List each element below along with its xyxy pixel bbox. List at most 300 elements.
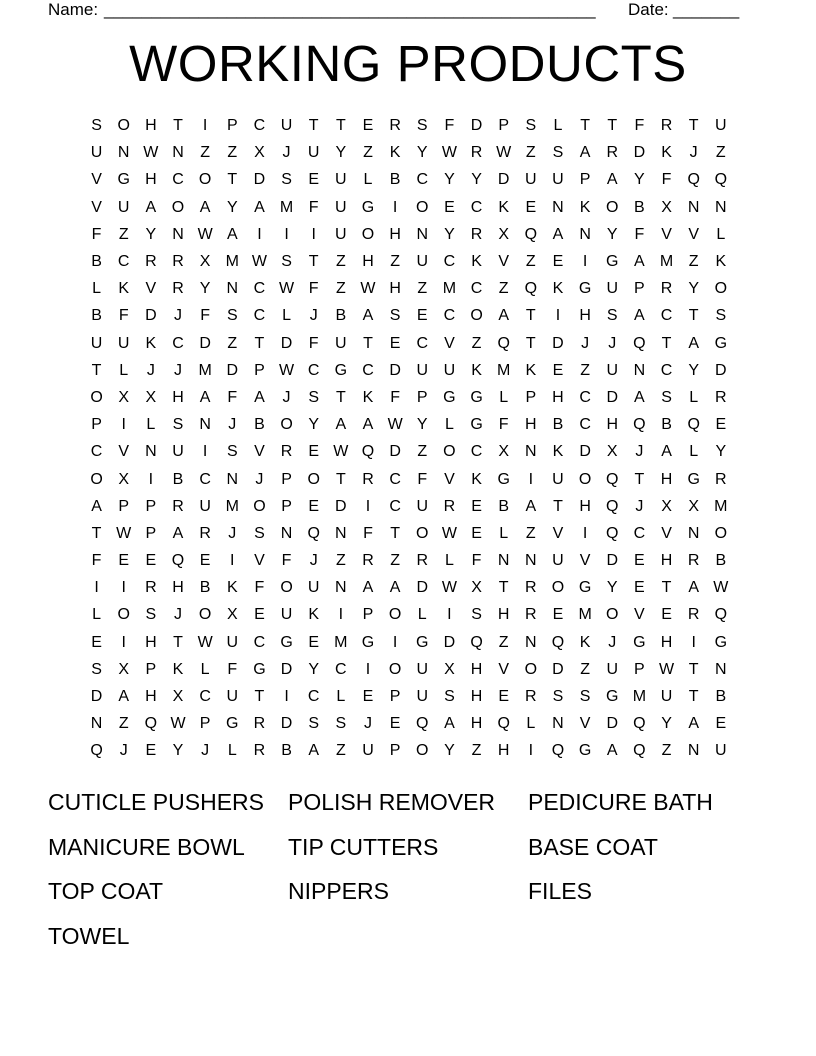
grid-cell: F xyxy=(661,171,672,189)
grid-cell: M xyxy=(442,280,457,298)
grid-cell: X xyxy=(444,660,455,678)
grid-cell: F xyxy=(91,552,102,570)
grid-cell: Q xyxy=(551,633,565,651)
grid-cell: Z xyxy=(525,144,536,162)
grid-cell: W xyxy=(143,144,159,162)
grid-row xyxy=(83,275,735,302)
grid-cell: O xyxy=(280,579,293,597)
grid-cell: G xyxy=(578,742,592,760)
grid-cell: S xyxy=(226,443,238,461)
grid-cell: K xyxy=(362,388,374,406)
grid-cell: G xyxy=(416,633,429,651)
grid-cell: T xyxy=(227,171,238,189)
grid-cell: V xyxy=(254,443,265,461)
grid-cell: E xyxy=(308,633,320,651)
grid-cell: P xyxy=(634,660,645,678)
grid-cell: R xyxy=(715,388,727,406)
grid-cell: R xyxy=(470,225,483,243)
grid-cell: U xyxy=(416,660,429,678)
grid-cell: S xyxy=(145,606,157,624)
grid-cell: R xyxy=(172,280,184,298)
grid-cell: Q xyxy=(606,497,619,515)
grid-cell: T xyxy=(173,633,183,651)
grid-cell: A xyxy=(199,388,211,406)
grid-cell: I xyxy=(365,660,371,678)
grid-cell: W xyxy=(170,715,186,733)
grid-cell: D xyxy=(606,388,619,406)
grid-cell: U xyxy=(280,117,293,135)
grid-cell: U xyxy=(172,443,184,461)
word-item: PEDICURE BATH xyxy=(528,789,713,816)
grid-cell: E xyxy=(634,579,645,597)
grid-cell: G xyxy=(606,253,619,271)
grid-cell: H xyxy=(145,117,157,135)
date-label: Date: xyxy=(628,0,669,19)
grid-cell: H xyxy=(389,280,401,298)
grid-cell: P xyxy=(145,497,157,515)
page-title: WORKING PRODUCTS xyxy=(129,35,687,92)
grid-cell: R xyxy=(280,443,293,461)
word-row xyxy=(48,914,768,959)
grid-cell: U xyxy=(660,688,673,706)
grid-cell: A xyxy=(634,388,645,406)
grid-cell: M xyxy=(198,361,212,379)
grid-cell: H xyxy=(470,688,483,706)
grid-cell: Z xyxy=(118,225,129,243)
grid-cell: C xyxy=(633,524,646,542)
grid-cell: O xyxy=(470,307,483,325)
grid-cell: C xyxy=(470,280,483,298)
grid-cell: O xyxy=(280,416,293,434)
word-item: NIPPERS xyxy=(288,878,389,905)
grid-cell: J xyxy=(635,497,644,515)
grid-cell: O xyxy=(416,198,429,216)
grid-cell: O xyxy=(388,606,402,624)
grid-cell: P xyxy=(579,171,591,189)
grid-cell: P xyxy=(118,497,130,515)
grid-cell: I xyxy=(94,579,99,597)
grid-cell: P xyxy=(91,416,102,434)
grid-cell: I xyxy=(311,225,316,243)
grid-cell: Z xyxy=(580,361,590,379)
grid-cell: T xyxy=(525,334,536,352)
header-row xyxy=(48,0,748,20)
grid-cell: H xyxy=(497,742,510,760)
grid-cell: V xyxy=(444,470,455,488)
grid-cell: L xyxy=(553,117,563,135)
grid-cell: I xyxy=(365,497,371,515)
word-row xyxy=(48,869,768,914)
grid-row xyxy=(83,166,735,193)
grid-cell: O xyxy=(90,470,103,488)
grid-cell: T xyxy=(525,307,536,325)
grid-cell: D xyxy=(606,715,619,733)
grid-cell: L xyxy=(444,416,454,434)
grid-cell: R xyxy=(715,470,727,488)
grid-cell: G xyxy=(687,470,700,488)
grid-cell: J xyxy=(309,307,318,325)
grid-cell: Y xyxy=(444,171,455,189)
grid-cell: D xyxy=(715,361,727,379)
grid-cell: A xyxy=(91,497,102,515)
grid-cell: O xyxy=(416,524,429,542)
grid-cell: E xyxy=(634,552,645,570)
grid-cell: Y xyxy=(606,225,618,243)
grid-cell: F xyxy=(281,552,292,570)
grid-cell: D xyxy=(199,334,211,352)
grid-cell: C xyxy=(389,470,401,488)
grid-cell: E xyxy=(254,606,265,624)
grid-cell: X xyxy=(498,443,510,461)
grid-cell: N xyxy=(579,225,591,243)
name-field-line: ____________________________________________________ xyxy=(104,0,596,19)
grid-cell: C xyxy=(253,633,266,651)
grid-cell: G xyxy=(253,660,266,678)
grid-cell: Q xyxy=(633,334,646,352)
grid-cell: L xyxy=(92,280,102,298)
grid-cell: Y xyxy=(444,225,455,243)
grid-cell: E xyxy=(525,198,537,216)
grid-cell: Z xyxy=(417,443,428,461)
grid-cell: J xyxy=(201,742,210,760)
grid-cell: S xyxy=(416,117,428,135)
grid-cell: S xyxy=(172,416,184,434)
grid-cell: I xyxy=(582,253,588,271)
grid-cell: W xyxy=(251,253,267,271)
grid-cell: C xyxy=(335,660,347,678)
grid-cell: E xyxy=(389,334,401,352)
grid-cell: F xyxy=(444,117,455,135)
grid-cell: E xyxy=(389,715,401,733)
grid-cell: D xyxy=(497,171,510,189)
grid-cell: R xyxy=(253,742,266,760)
grid-cell: Y xyxy=(634,171,645,189)
grid-cell: K xyxy=(145,334,157,352)
grid-cell: N xyxy=(172,144,184,162)
grid-cell: G xyxy=(633,633,646,651)
grid-cell: U xyxy=(416,688,429,706)
grid-cell: M xyxy=(714,497,728,515)
grid-cell: R xyxy=(362,470,374,488)
grid-cell: O xyxy=(117,117,130,135)
grid-cell: D xyxy=(280,660,293,678)
grid-cell: I xyxy=(284,688,289,706)
grid-cell: H xyxy=(145,171,157,189)
grid-cell: R xyxy=(525,688,537,706)
grid-cell: G xyxy=(334,361,348,379)
letter-grid xyxy=(83,112,735,765)
word-item: TOP COAT xyxy=(48,878,164,905)
grid-cell: R xyxy=(525,579,537,597)
grid-cell: G xyxy=(361,633,375,651)
grid-cell: B xyxy=(389,171,401,189)
grid-cell: Q xyxy=(497,715,510,733)
grid-cell: K xyxy=(471,361,482,379)
grid-cell: E xyxy=(308,443,320,461)
grid-cell: G xyxy=(578,280,592,298)
grid-cell: U xyxy=(606,660,619,678)
grid-cell: O xyxy=(198,606,212,624)
grid-cell: A xyxy=(634,307,645,325)
grid-cell: S xyxy=(715,307,727,325)
grid-cell: T xyxy=(634,470,645,488)
grid-cell: X xyxy=(661,497,672,515)
grid-cell: N xyxy=(90,715,103,733)
grid-cell: E xyxy=(362,688,374,706)
grid-cell: B xyxy=(552,416,564,434)
grid-cell: A xyxy=(362,307,374,325)
grid-cell: S xyxy=(254,524,265,542)
grid-cell: L xyxy=(336,688,346,706)
grid-cell: D xyxy=(633,144,646,162)
grid-cell: S xyxy=(91,117,102,135)
grid-cell: K xyxy=(579,198,591,216)
grid-cell: S xyxy=(91,660,102,678)
grid-cell: O xyxy=(388,660,402,678)
grid-cell: Q xyxy=(470,633,483,651)
grid-cell: L xyxy=(200,660,210,678)
grid-cell: K xyxy=(579,633,591,651)
grid-cell: C xyxy=(253,117,266,135)
grid-row xyxy=(83,493,735,520)
grid-cell: H xyxy=(660,552,673,570)
grid-cell: C xyxy=(660,307,673,325)
grid-cell: P xyxy=(362,606,374,624)
grid-cell: N xyxy=(552,715,564,733)
grid-cell: C xyxy=(470,198,483,216)
grid-cell: T xyxy=(335,117,346,135)
grid-cell: D xyxy=(470,117,483,135)
grid-cell: A xyxy=(606,171,618,189)
grid-cell: X xyxy=(118,388,130,406)
grid-cell: R xyxy=(253,715,266,733)
grid-cell: V xyxy=(498,253,510,271)
grid-cell: V xyxy=(688,225,699,243)
grid-cell: K xyxy=(226,579,238,597)
grid-cell: N xyxy=(715,660,727,678)
grid-cell: L xyxy=(417,606,427,624)
grid-cell: A xyxy=(335,416,347,434)
grid-cell: O xyxy=(578,470,592,488)
grid-cell: Y xyxy=(145,225,157,243)
grid-cell: C xyxy=(307,361,320,379)
grid-cell: A xyxy=(145,198,157,216)
grid-cell: J xyxy=(173,361,182,379)
grid-cell: A xyxy=(172,524,184,542)
grid-cell: I xyxy=(257,225,262,243)
grid-cell: C xyxy=(307,688,320,706)
grid-cell: H xyxy=(172,388,184,406)
grid-cell: Z xyxy=(118,715,129,733)
grid-cell: Y xyxy=(688,361,699,379)
grid-row xyxy=(83,438,735,465)
grid-cell: T xyxy=(335,470,346,488)
grid-cell: R xyxy=(199,524,211,542)
grid-cell: K xyxy=(118,280,130,298)
grid-cell: F xyxy=(254,579,265,597)
grid-cell: E xyxy=(661,606,672,624)
grid-cell: A xyxy=(362,579,374,597)
grid-cell: E xyxy=(416,307,428,325)
grid-cell: R xyxy=(416,552,429,570)
grid-cell: A xyxy=(606,742,618,760)
grid-cell: B xyxy=(498,497,510,515)
grid-cell: D xyxy=(552,660,564,678)
grid-cell: W xyxy=(441,524,457,542)
grid-cell: D xyxy=(552,334,564,352)
grid-cell: N xyxy=(687,524,700,542)
grid-cell: W xyxy=(197,633,213,651)
grid-cell: F xyxy=(200,307,211,325)
grid-cell: Y xyxy=(471,171,482,189)
grid-cell: T xyxy=(661,579,672,597)
grid-cell: G xyxy=(117,171,130,189)
grid-cell: J xyxy=(228,524,237,542)
grid-cell: Z xyxy=(525,253,536,271)
grid-cell: I xyxy=(555,307,561,325)
grid-cell: N xyxy=(552,198,564,216)
grid-row xyxy=(83,737,735,764)
grid-cell: U xyxy=(226,688,239,706)
grid-cell: C xyxy=(199,470,211,488)
grid-cell: M xyxy=(225,253,239,271)
grid-row xyxy=(83,330,735,357)
grid-cell: N xyxy=(226,280,239,298)
grid-row xyxy=(83,710,735,737)
grid-cell: C xyxy=(443,253,456,271)
grid-row xyxy=(83,112,735,139)
grid-cell: T xyxy=(173,117,183,135)
grid-cell: O xyxy=(90,388,103,406)
grid-cell: S xyxy=(552,144,564,162)
grid-cell: X xyxy=(145,388,157,406)
grid-cell: C xyxy=(362,361,374,379)
grid-cell: L xyxy=(689,443,699,461)
grid-cell: Q xyxy=(524,280,538,298)
grid-cell: R xyxy=(660,280,673,298)
grid-cell: R xyxy=(362,552,374,570)
grid-cell: T xyxy=(580,117,590,135)
grid-cell: C xyxy=(579,388,591,406)
grid-cell: V xyxy=(552,524,564,542)
grid-row xyxy=(83,357,735,384)
grid-cell: R xyxy=(145,253,157,271)
grid-cell: F xyxy=(308,198,319,216)
grid-cell: Y xyxy=(688,280,699,298)
grid-cell: U xyxy=(90,144,103,162)
grid-cell: E xyxy=(308,171,320,189)
grid-cell: R xyxy=(660,117,673,135)
grid-cell: B xyxy=(715,552,727,570)
grid-cell: U xyxy=(307,144,320,162)
grid-cell: U xyxy=(117,198,130,216)
grid-cell: X xyxy=(688,497,699,515)
grid-cell: H xyxy=(362,253,374,271)
grid-cell: E xyxy=(471,524,482,542)
grid-cell: R xyxy=(606,144,619,162)
grid-cell: K xyxy=(661,144,672,162)
grid-cell: J xyxy=(255,470,264,488)
grid-cell: T xyxy=(335,388,346,406)
grid-cell: S xyxy=(444,688,455,706)
grid-cell: Q xyxy=(633,715,646,733)
grid-cell: U xyxy=(416,361,429,379)
grid-cell: R xyxy=(389,117,401,135)
word-item: TOWEL xyxy=(48,922,130,949)
grid-cell: B xyxy=(661,416,672,434)
grid-cell: C xyxy=(660,361,673,379)
grid-cell: I xyxy=(392,633,398,651)
grid-row xyxy=(83,574,735,601)
grid-cell: L xyxy=(444,552,454,570)
grid-cell: V xyxy=(254,552,265,570)
grid-cell: L xyxy=(92,606,102,624)
grid-cell: W xyxy=(658,660,675,678)
grid-cell: F xyxy=(417,470,428,488)
grid-cell: Z xyxy=(661,742,672,760)
grid-cell: C xyxy=(172,334,184,352)
grid-cell: Q xyxy=(633,742,646,760)
grid-cell: U xyxy=(606,280,619,298)
grid-cell: B xyxy=(172,470,184,488)
grid-cell: V xyxy=(91,198,102,216)
grid-cell: G xyxy=(497,470,510,488)
grid-cell: U xyxy=(416,253,429,271)
grid-row xyxy=(83,520,735,547)
grid-cell: W xyxy=(279,280,295,298)
grid-cell: E xyxy=(498,688,510,706)
grid-cell: F xyxy=(227,388,238,406)
grid-cell: Q xyxy=(687,416,700,434)
grid-cell: S xyxy=(579,688,591,706)
grid-cell: U xyxy=(443,361,456,379)
grid-cell: C xyxy=(117,253,130,271)
grid-cell: L xyxy=(526,715,536,733)
grid-cell: F xyxy=(118,307,129,325)
grid-cell: U xyxy=(525,171,537,189)
grid-cell: P xyxy=(416,388,428,406)
grid-cell: P xyxy=(254,361,265,379)
grid-cell: D xyxy=(443,633,456,651)
grid-cell: O xyxy=(253,497,266,515)
grid-cell: Z xyxy=(335,280,346,298)
grid-row xyxy=(83,139,735,166)
grid-cell: C xyxy=(416,171,429,189)
grid-cell: T xyxy=(688,117,699,135)
grid-cell: Y xyxy=(444,742,455,760)
word-item: FILES xyxy=(528,878,592,905)
grid-cell: K xyxy=(552,443,564,461)
grid-cell: M xyxy=(279,198,294,216)
grid-cell: H xyxy=(579,497,591,515)
grid-cell: D xyxy=(416,579,429,597)
grid-cell: L xyxy=(119,361,129,379)
grid-cell: E xyxy=(362,117,374,135)
grid-cell: R xyxy=(525,606,537,624)
grid-cell: H xyxy=(172,579,184,597)
grid-cell: H xyxy=(552,388,564,406)
grid-cell: Z xyxy=(580,660,590,678)
grid-cell: B xyxy=(91,307,102,325)
grid-cell: Z xyxy=(688,253,699,271)
grid-cell: L xyxy=(363,171,373,189)
grid-cell: O xyxy=(551,579,565,597)
grid-cell: S xyxy=(525,117,537,135)
grid-row xyxy=(83,248,735,275)
grid-cell: C xyxy=(443,307,456,325)
grid-cell: R xyxy=(687,552,700,570)
grid-cell: Y xyxy=(416,416,428,434)
